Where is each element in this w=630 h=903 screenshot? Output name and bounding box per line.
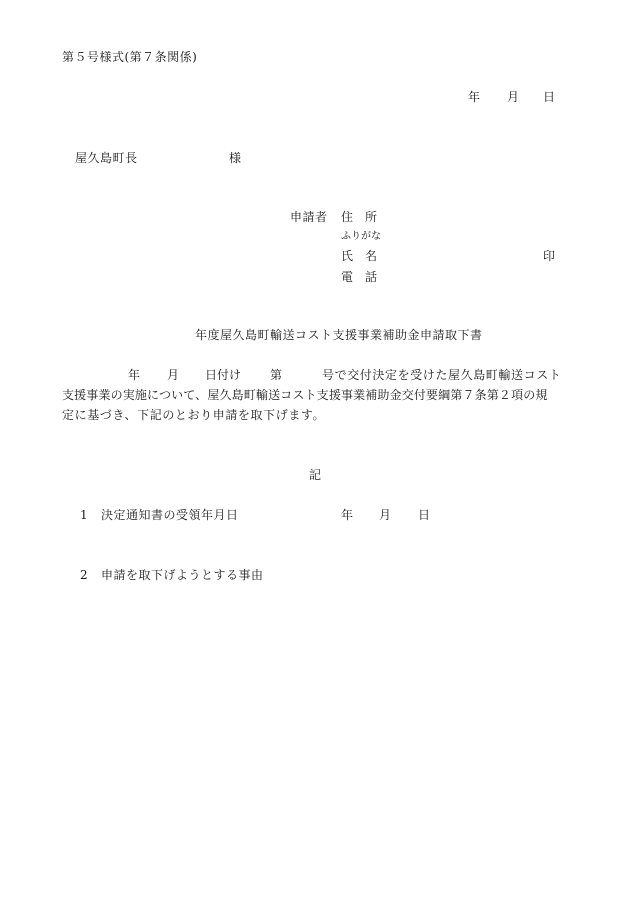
furigana-label: ふりがな [341,231,381,242]
date-day-label: 日 [543,90,556,104]
item-year: 年 [341,508,354,522]
item-number: 1 [80,508,88,522]
document-title: 年度屋久島町輸送コスト支援事業補助金申請取下書 [195,328,483,342]
seal-label: 印 [543,249,556,263]
addressee-honorific: 様 [229,151,242,165]
date-year-label: 年 [468,90,481,104]
phone-label: 電 話 [341,270,378,284]
form-label: 第５号様式(第７条関係) [62,50,198,64]
body-line2: 支援事業の実施について、屋久島町輸送コスト支援事業補助金交付要綱第７条第２項の規 [62,388,548,402]
item-label: 決定通知書の受領年月日 [101,508,239,522]
body-line3: 定に基づき、下記のとおり申請を取下げます。 [62,408,326,422]
item-month: 月 [379,508,392,522]
addressee-title: 屋久島町長 [75,151,138,165]
applicant-heading: 申請者 [290,210,328,224]
item-label: 申請を取下げようとする事由 [101,568,264,582]
body-month: 月 [167,368,180,382]
date-month-label: 月 [507,90,520,104]
name-label: 氏 名 [341,249,378,263]
body-line1-rest: 号で交付決定を受けた屋久島町輸送コスト [322,368,562,382]
body-year: 年 [128,368,141,382]
body-number-prefix: 第 [270,368,283,382]
item-number: 2 [80,568,88,582]
item-day: 日 [418,508,431,522]
body-day-dated: 日付け [205,368,242,382]
address-label: 住 所 [341,210,378,224]
ki-heading: 記 [309,468,322,482]
